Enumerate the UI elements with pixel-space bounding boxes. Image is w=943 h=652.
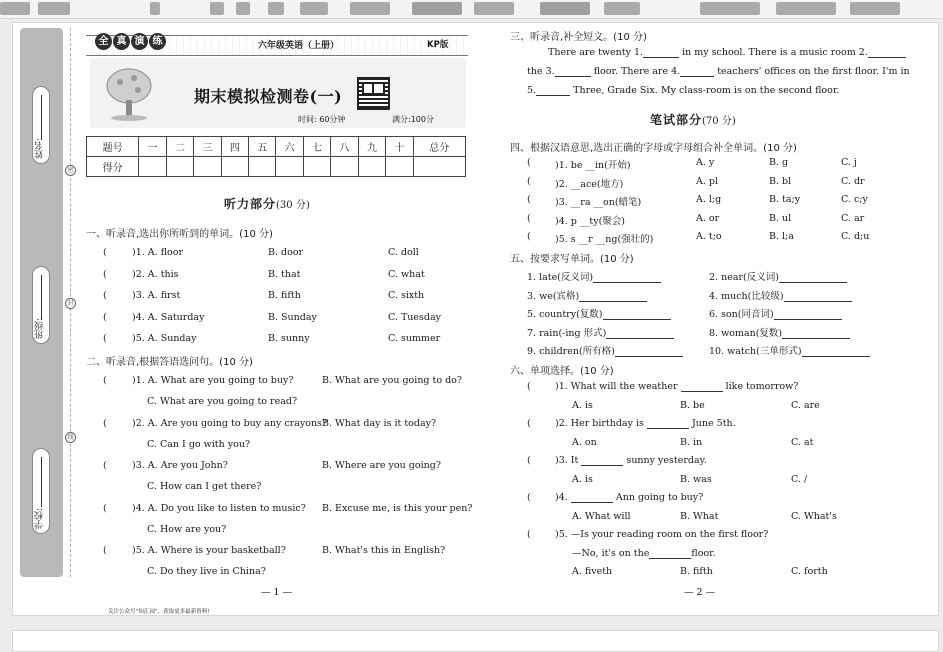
score-cell[interactable]: [276, 157, 303, 177]
score-header-cell: 五: [249, 137, 276, 157]
listening-title: [224, 195, 310, 212]
word-task: [527, 325, 674, 339]
brand-logo: [95, 33, 166, 50]
score-row-label: 得分: [87, 157, 139, 177]
passage-line: There are twenty 1. in my school. There is a music room 2.: [548, 47, 906, 58]
score-cell[interactable]: [249, 157, 276, 177]
question-1-heading: 一、听录音,选出你所听到的单词。(10 分): [86, 229, 273, 240]
option-a: A. y: [696, 157, 715, 168]
section-title-text: 笔试部分: [650, 113, 703, 127]
option-a: A. is: [572, 399, 593, 411]
option-b: B. ul: [769, 212, 792, 224]
score-cell[interactable]: [331, 157, 358, 177]
word-task-label: 1. late(反义词): [527, 272, 594, 283]
word-task: [527, 306, 671, 320]
question-stem: [555, 529, 768, 540]
option-a: A. pl: [696, 175, 719, 187]
option-a: )2. A. Are you going to buy any crayons?: [132, 417, 328, 429]
question-5-heading: 五、按要求写单词。(10 分): [510, 254, 634, 265]
answer-blank[interactable]: [615, 356, 683, 357]
word-task: [527, 288, 647, 302]
seal-mark: 封: [65, 298, 76, 309]
passage-line: 5. Three, Grade Six. My class-room is on the second floor.: [527, 85, 840, 96]
option-a: )1. A. What are you going to buy?: [132, 375, 294, 386]
option-c: C. Can I go with you?: [147, 438, 251, 450]
option-c: C. dr: [841, 175, 865, 187]
answer-blank[interactable]: [536, 95, 570, 96]
option-a: )5. A. Sunday: [132, 333, 197, 344]
answer-paren[interactable]: (: [103, 311, 107, 323]
option-c: C. at: [791, 436, 814, 448]
question-text: —No, it's on the: [572, 547, 650, 559]
answer-paren[interactable]: (: [527, 381, 531, 392]
question-text: )4.: [555, 492, 568, 503]
toolbar: [0, 0, 943, 19]
answer-blank[interactable]: [782, 338, 850, 339]
question-text: )2. Her birthday is: [555, 418, 644, 429]
option-b: B. Where are you going?: [322, 460, 441, 471]
answer-paren[interactable]: (: [103, 333, 107, 344]
word-task-label: 6. son(同音词): [709, 309, 774, 320]
question-3-heading: 三、听录音,补全短文。(10 分): [510, 32, 647, 43]
answer-paren[interactable]: (: [103, 417, 107, 429]
score-header-cell: 总分: [413, 137, 465, 157]
option-b: B. Sunday: [268, 311, 317, 323]
option-b: B. What's this in English?: [322, 545, 446, 556]
answer-paren[interactable]: (: [103, 375, 107, 386]
option-a: )4. A. Saturday: [132, 311, 205, 323]
score-cell[interactable]: [386, 157, 413, 177]
answer-paren[interactable]: (: [103, 502, 107, 514]
toolbar-button[interactable]: [850, 2, 900, 15]
answer-paren[interactable]: (: [527, 455, 531, 466]
option-c: C. c;y: [841, 194, 868, 205]
option-a: )1. A. floor: [132, 247, 184, 258]
option-a: )3. A. first: [132, 290, 181, 301]
option-b: B. that: [268, 268, 301, 280]
word-task: [709, 269, 847, 283]
answer-paren[interactable]: (: [103, 268, 107, 280]
toolbar-button[interactable]: [150, 2, 160, 15]
question-text: floor.: [691, 547, 716, 559]
option-c: C. sixth: [388, 290, 425, 301]
answer-blank[interactable]: [643, 57, 679, 58]
question-text: June 5th.: [691, 418, 736, 429]
question-stem: )1. be __in(开始): [555, 160, 631, 171]
score-header-cell: 六: [276, 137, 303, 157]
score-header-cell: 十: [386, 137, 413, 157]
option-a: A. on: [572, 436, 597, 448]
question-stem: )3. __ra __on(蜡笔): [555, 197, 642, 208]
toolbar-button[interactable]: [700, 2, 760, 15]
score-cell[interactable]: [139, 157, 166, 177]
answer-blank[interactable]: [680, 76, 714, 77]
name-label: 姓名:: [35, 137, 45, 159]
section-title-text: 听力部分: [224, 197, 277, 211]
answer-paren[interactable]: (: [527, 418, 531, 429]
option-b: B. ta;y: [769, 194, 801, 205]
question-text: )1. What will the weather: [555, 381, 678, 392]
option-c: C. summer: [388, 333, 441, 344]
answer-blank[interactable]: [593, 282, 661, 283]
question-text: )3. It: [555, 455, 579, 466]
time-label: 时间: 60分钟: [298, 115, 346, 124]
toolbar-button[interactable]: [38, 2, 70, 15]
score-cell[interactable]: [303, 157, 330, 177]
score-header-cell: 一: [139, 137, 166, 157]
score-cell[interactable]: [194, 157, 221, 177]
answer-blank[interactable]: [774, 319, 842, 320]
toolbar-button[interactable]: [236, 2, 250, 15]
page-number: — 1 —: [261, 587, 293, 598]
word-task-label: 4. much(比较级): [709, 290, 784, 302]
answer-blank[interactable]: [571, 502, 613, 503]
answer-blank[interactable]: [555, 76, 591, 77]
answer-paren[interactable]: (: [103, 460, 107, 471]
option-c: C. What's: [791, 510, 837, 522]
word-task-label: 10. watch(三单形式): [709, 346, 802, 357]
question-6-heading: 六、单项选择。(10 分): [510, 366, 614, 377]
word-task-label: 3. we(宾格): [527, 290, 580, 302]
score-header-cell: 八: [331, 137, 358, 157]
word-task: [709, 343, 870, 357]
writing-title: [650, 111, 736, 128]
option-b: B. sunny: [268, 333, 310, 344]
toolbar-button[interactable]: [350, 2, 390, 15]
score-table: [86, 136, 466, 177]
question-stem: )4. p __ty(聚会): [555, 215, 625, 227]
brand-char: 真: [113, 33, 130, 50]
option-a: A. fiveth: [572, 566, 613, 577]
question-4-heading: 四、根据汉语意思,选出正确的字母或字母组合补全单词。(10 分): [510, 143, 797, 154]
option-b: B. g: [769, 157, 789, 168]
word-task-label: 7. rain(-ing 形式): [527, 327, 607, 339]
question-stem: [572, 548, 716, 559]
question-stem: [555, 455, 707, 466]
answer-blank[interactable]: [784, 301, 852, 302]
score-header-cell: 三: [194, 137, 221, 157]
section-points: (30 分): [276, 200, 310, 211]
word-task-label: 2. near(反义词): [709, 272, 779, 283]
class-label: 班级:: [35, 317, 45, 339]
seal-mark: 密: [65, 165, 76, 176]
answer-paren[interactable]: (: [527, 157, 531, 168]
question-text: )5. —Is your reading room on the first floor?: [555, 529, 769, 540]
option-c: C. How are you?: [147, 523, 227, 535]
exam-title: 期末模拟检测卷(一): [194, 87, 343, 106]
section-points: (70 分): [702, 116, 736, 127]
option-b: B. in: [680, 436, 703, 448]
answer-blank[interactable]: [779, 282, 847, 283]
answer-paren[interactable]: (: [527, 175, 531, 187]
score-label: 满分:100分: [392, 115, 434, 124]
option-c: C. what: [388, 268, 425, 280]
passage-line: the 3. floor. There are 4. teachers' offices on the first floor. I'm in: [527, 66, 910, 77]
answer-paren[interactable]: (: [103, 545, 107, 556]
answer-blank[interactable]: [802, 356, 870, 357]
brand-char: 练: [149, 33, 166, 50]
answer-paren[interactable]: (: [527, 212, 531, 224]
answer-blank[interactable]: [868, 57, 906, 58]
word-task: [527, 343, 683, 357]
answer-blank[interactable]: [647, 428, 689, 429]
score-cell[interactable]: [413, 157, 465, 177]
question-text: sunny yesterday.: [626, 455, 707, 466]
next-page-edge: [12, 630, 939, 652]
answer-paren[interactable]: (: [103, 290, 107, 301]
answer-blank[interactable]: [581, 465, 623, 466]
option-b: B. What are you going to do?: [322, 375, 462, 386]
word-task: [709, 306, 842, 320]
option-b: B. door: [268, 247, 304, 258]
school-label: 学校:: [35, 507, 45, 529]
question-text: like tomorrow?: [725, 381, 799, 392]
score-header-cell: 题号: [87, 137, 139, 157]
toolbar-button[interactable]: [540, 2, 590, 15]
toolbar-button[interactable]: [474, 2, 514, 15]
option-b: B. was: [680, 473, 712, 485]
answer-blank[interactable]: [649, 558, 691, 559]
score-header-cell: 二: [166, 137, 193, 157]
option-a: )4. A. Do you like to listen to music?: [132, 502, 306, 514]
score-cell[interactable]: [358, 157, 385, 177]
option-a: A. is: [572, 473, 593, 485]
answer-paren[interactable]: (: [527, 529, 531, 540]
question-stem: )5. s __r __ng(强壮的): [555, 234, 654, 245]
school-field[interactable]: [32, 448, 50, 534]
answer-paren[interactable]: (: [527, 231, 531, 242]
option-c: C. What are you going to read?: [147, 396, 298, 407]
question-stem: [555, 381, 798, 392]
toolbar-button[interactable]: [776, 2, 836, 15]
question-text: Ann going to buy?: [615, 492, 704, 503]
score-header-cell: 九: [358, 137, 385, 157]
score-cell[interactable]: [221, 157, 248, 177]
option-a: A. t;o: [696, 231, 722, 242]
option-b: B. What day is it today?: [322, 417, 437, 429]
word-task-label: 9. children(所有格): [527, 346, 615, 357]
score-cell[interactable]: [166, 157, 193, 177]
option-a: )3. A. Are you John?: [132, 460, 228, 471]
question-stem: )2. __ace(地方): [555, 178, 624, 190]
word-task-label: 5. country(复数): [527, 309, 603, 320]
option-b: B. What: [680, 510, 719, 522]
answer-blank[interactable]: [603, 319, 671, 320]
option-b: B. bl: [769, 175, 792, 187]
brand-char: 全: [95, 33, 112, 50]
name-field[interactable]: [32, 86, 50, 164]
brand-char: 演: [131, 33, 148, 50]
option-a: )5. A. Where is your basketball?: [132, 545, 286, 556]
word-task-label: 8. woman(复数): [709, 327, 783, 339]
question-stem: [555, 418, 736, 429]
answer-paren[interactable]: (: [103, 247, 107, 258]
toolbar-button[interactable]: [268, 2, 284, 15]
option-c: C. /: [791, 473, 808, 485]
word-task: [527, 269, 661, 283]
option-b: B. l;a: [769, 231, 794, 242]
class-field[interactable]: [32, 266, 50, 344]
qr-code-icon: [357, 77, 390, 110]
word-task: [709, 288, 852, 302]
option-a: A. or: [696, 212, 720, 224]
word-task: [709, 325, 850, 339]
answer-blank[interactable]: [606, 338, 674, 339]
answer-blank[interactable]: [681, 391, 723, 392]
toolbar-button[interactable]: [412, 2, 462, 15]
option-b: B. fifth: [268, 290, 301, 301]
toolbar-button[interactable]: [604, 2, 640, 15]
option-c: C. Tuesday: [388, 311, 442, 323]
answer-paren[interactable]: (: [527, 492, 531, 503]
page-number: — 2 —: [684, 587, 716, 598]
question-stem: [555, 492, 703, 503]
option-a: )2. A. this: [132, 268, 179, 280]
toolbar-button[interactable]: [300, 2, 328, 15]
option-c: C. How can I get there?: [147, 481, 262, 492]
seal-mark: 线: [65, 432, 76, 443]
option-b: B. Excuse me, is this your pen?: [322, 502, 473, 514]
tree-illustration-icon: [100, 64, 158, 122]
answer-blank[interactable]: [579, 301, 647, 302]
toolbar-button[interactable]: [0, 2, 30, 15]
option-c: C. doll: [388, 247, 419, 258]
footer-note: 关注公众号“知汇园”，获取更多最新资料!: [108, 609, 210, 615]
option-c: C. j: [841, 157, 857, 168]
edition-label: KP版: [427, 40, 449, 50]
option-c: C. d;u: [841, 231, 870, 242]
answer-paren[interactable]: (: [527, 194, 531, 205]
option-c: C. Do they live in China?: [147, 566, 266, 577]
grade-label: 六年级英语（上册）: [258, 41, 340, 51]
option-c: C. are: [791, 399, 820, 411]
question-2-heading: 二、听录音,根据答语选问句。(10 分): [86, 357, 253, 368]
score-header-cell: 四: [221, 137, 248, 157]
option-a: A. What will: [572, 510, 631, 522]
option-b: B. fifth: [680, 566, 713, 577]
toolbar-button[interactable]: [210, 2, 224, 15]
option-c: C. forth: [791, 566, 828, 577]
option-b: B. be: [680, 399, 705, 411]
option-a: A. l;g: [696, 194, 722, 205]
score-header-cell: 七: [303, 137, 330, 157]
option-c: C. ar: [841, 212, 865, 224]
